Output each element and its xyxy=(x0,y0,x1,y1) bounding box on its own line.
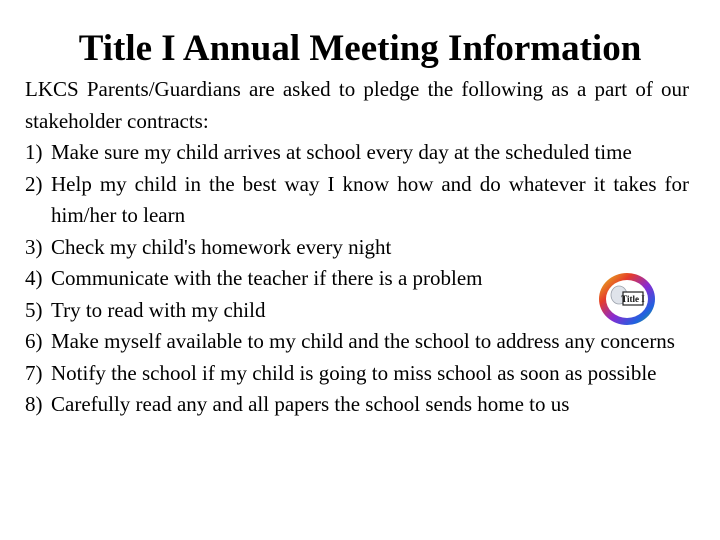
pledge-list xyxy=(25,137,689,421)
item-number: 3) xyxy=(25,234,43,259)
item-number: 7) xyxy=(25,360,43,385)
list-item xyxy=(25,295,689,327)
list-item xyxy=(25,169,689,232)
item-text: Try to read with my child xyxy=(51,297,266,322)
item-number: 8) xyxy=(25,392,43,416)
item-text: Make myself available to my child and the school to address any concerns xyxy=(51,329,675,353)
list-item xyxy=(25,389,689,421)
intro-text: LKCS Parents/Guardians are asked to pledge the following as a part of our stakeholder contracts: xyxy=(25,77,689,133)
item-text: Communicate with the teacher if there is a problem xyxy=(51,266,483,290)
item-text: Carefully read any and all papers the school sends home to us xyxy=(51,392,570,416)
list-item xyxy=(25,137,689,169)
item-text: Notify the school if my child is going to miss school as soon as possible xyxy=(51,360,657,385)
list-item xyxy=(25,263,689,295)
item-text: Check my child's homework every night xyxy=(51,234,392,259)
list-item xyxy=(25,358,689,390)
item-number: 4) xyxy=(25,266,43,290)
item-number: 2) xyxy=(25,171,43,196)
item-number: 5) xyxy=(25,297,43,322)
list-item xyxy=(25,232,689,264)
content-body xyxy=(25,74,689,421)
item-text: Make sure my child arrives at school every day at the scheduled time xyxy=(51,140,632,164)
list-item xyxy=(25,326,689,358)
item-number: 6) xyxy=(25,329,43,353)
item-text: Help my child in the best way I know how and do whatever it takes for him/her to learn xyxy=(51,171,689,227)
page-title: Title I Annual Meeting Information xyxy=(78,28,642,69)
title-i-logo-icon xyxy=(597,271,657,327)
item-number: 1) xyxy=(25,140,43,164)
logo-text: Title I xyxy=(621,294,645,304)
